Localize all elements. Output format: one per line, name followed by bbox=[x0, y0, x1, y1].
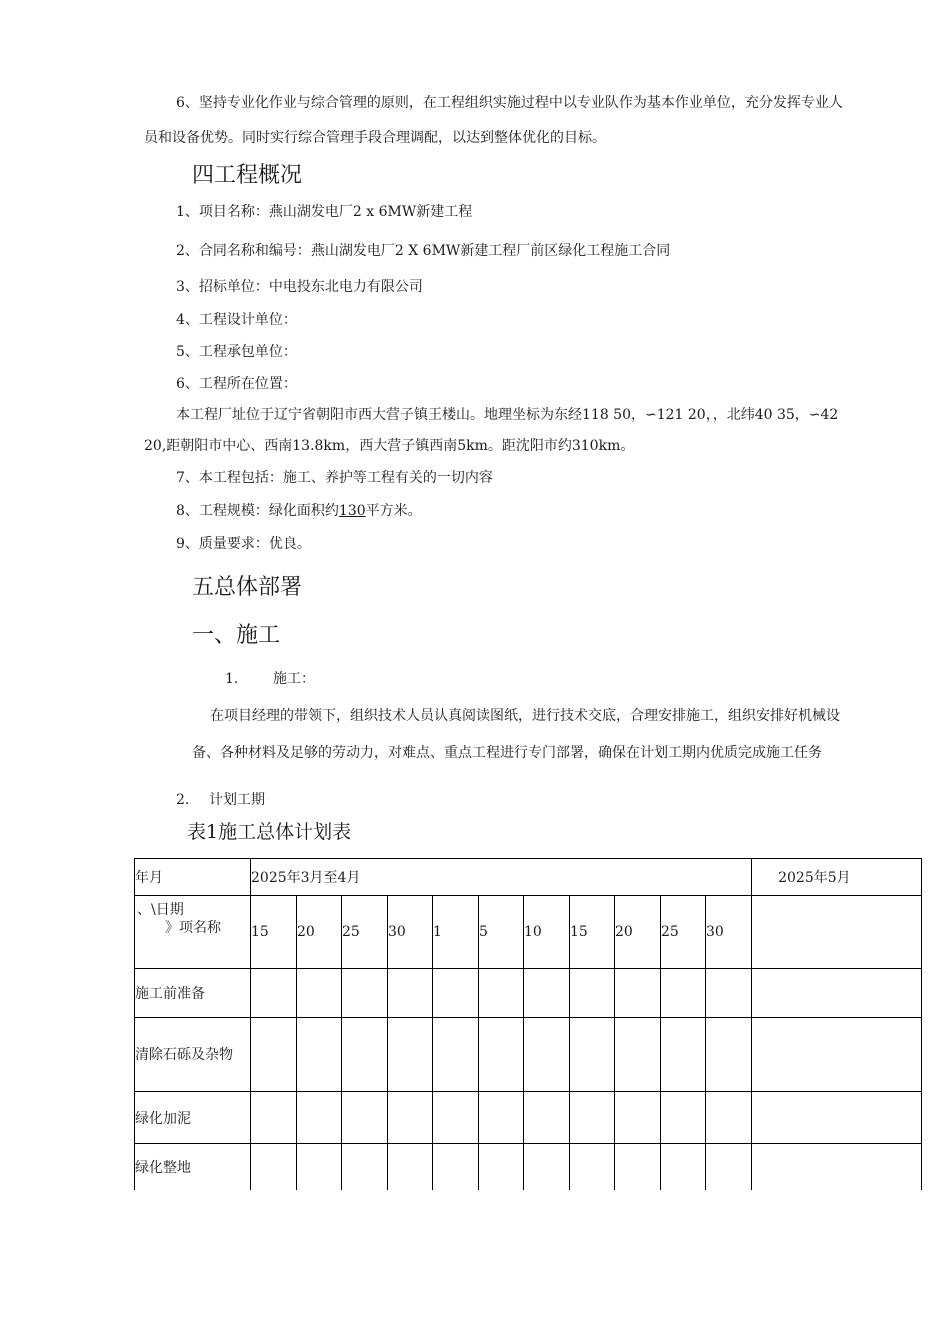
construction-body-line-1: 在项目经理的带领下，组织技术人员认真阅读图纸，进行技术交底，合理安排施工，组织安排好机械设 bbox=[210, 708, 840, 724]
item-project-name: 1、项目名称：燕山湖发电厂2 x 6MW新建工程 bbox=[176, 204, 473, 220]
construction-body-line-2: 备、各种材料及足够的劳动力，对难点、重点工程进行专门部署，确保在计划工期内优质完成施工任务 bbox=[192, 745, 822, 761]
item-tender-unit: 3、招标单位：中电投东北电力有限公司 bbox=[176, 279, 423, 295]
table-caption: 表1施工总体计划表 bbox=[187, 821, 352, 843]
date-cell: 5 bbox=[479, 896, 524, 969]
diag-header-item: 》项名称 bbox=[165, 920, 221, 936]
header-period-may: 2025年5月 bbox=[752, 859, 922, 896]
section-5-heading: 五总体部署 bbox=[192, 575, 303, 600]
item-scale bbox=[176, 502, 422, 520]
construction-plan-table bbox=[134, 858, 922, 1190]
date-cell: 20 bbox=[615, 896, 661, 969]
table-row bbox=[135, 1018, 922, 1092]
date-cell: 20 bbox=[297, 896, 342, 969]
diagonal-header-cell bbox=[135, 896, 251, 969]
item-design-unit: 4、工程设计单位： bbox=[176, 312, 297, 328]
table-header-row bbox=[135, 859, 922, 896]
point-1-number: 1. bbox=[225, 671, 239, 687]
date-cell: 30 bbox=[706, 896, 752, 969]
sub-heading-construction: 一、施工 bbox=[192, 623, 281, 648]
row-label: 清除石砾及杂物 bbox=[135, 1018, 251, 1092]
paragraph-6-line-1: 6、坚持专业化作业与综合管理的原则，在工程组织实施过程中以专业队作为基本作业单位，充分发挥专业人 bbox=[176, 95, 843, 111]
location-line-2: 20,距朝阳市中心、西南13.8km，西大营子镇西南5km。距沈阳市约310km。 bbox=[144, 438, 635, 454]
item-contractor: 5、工程承包单位： bbox=[176, 344, 297, 360]
item-scale-value: 130 bbox=[338, 503, 366, 519]
date-cell: 10 bbox=[524, 896, 570, 969]
table-row bbox=[135, 1144, 922, 1190]
section-4-heading: 四工程概况 bbox=[192, 163, 303, 188]
header-period-march-april: 2025年3月至4月 bbox=[251, 859, 752, 896]
table-row bbox=[135, 1092, 922, 1144]
item-scope: 7、本工程包括：施工、养护等工程有关的一切内容 bbox=[176, 470, 493, 486]
row-label: 施工前准备 bbox=[135, 969, 251, 1018]
point-2-number: 2. bbox=[176, 792, 190, 808]
point-1-title: 施工： bbox=[273, 671, 315, 687]
table-row bbox=[135, 969, 922, 1018]
location-line-1: 本工程厂址位于辽宁省朝阳市西大营子镇王楼山。地理坐标为东经118 50，∽121 20，，北纬40 35，∽42 bbox=[176, 407, 839, 423]
row-label: 绿化整地 bbox=[135, 1144, 251, 1190]
point-2-title: 计划工期 bbox=[209, 792, 265, 808]
table-dates-row bbox=[135, 896, 922, 969]
item-scale-prefix: 8、工程规模：绿化面积约 bbox=[176, 503, 339, 519]
date-cell: 25 bbox=[661, 896, 706, 969]
item-scale-suffix: 平方米。 bbox=[365, 503, 422, 519]
empty-cell bbox=[752, 896, 922, 969]
date-cell: 25 bbox=[342, 896, 388, 969]
diag-header-date: 、\日期 bbox=[137, 902, 184, 918]
item-quality: 9、质量要求：优良。 bbox=[176, 536, 311, 552]
date-cell: 30 bbox=[388, 896, 433, 969]
date-cell: 1 bbox=[433, 896, 479, 969]
row-label: 绿化加泥 bbox=[135, 1092, 251, 1144]
header-year-month: 年月 bbox=[135, 859, 251, 896]
item-location: 6、工程所在位置： bbox=[176, 376, 297, 392]
date-cell: 15 bbox=[251, 896, 297, 969]
date-cell: 15 bbox=[570, 896, 615, 969]
paragraph-6-line-2: 员和设备优势。同时实行综合管理手段合理调配，以达到整体优化的目标。 bbox=[144, 130, 606, 146]
item-contract-name: 2、合同名称和编号：燕山湖发电厂2 X 6MW新建工程厂前区绿化工程施工合同 bbox=[176, 243, 671, 259]
